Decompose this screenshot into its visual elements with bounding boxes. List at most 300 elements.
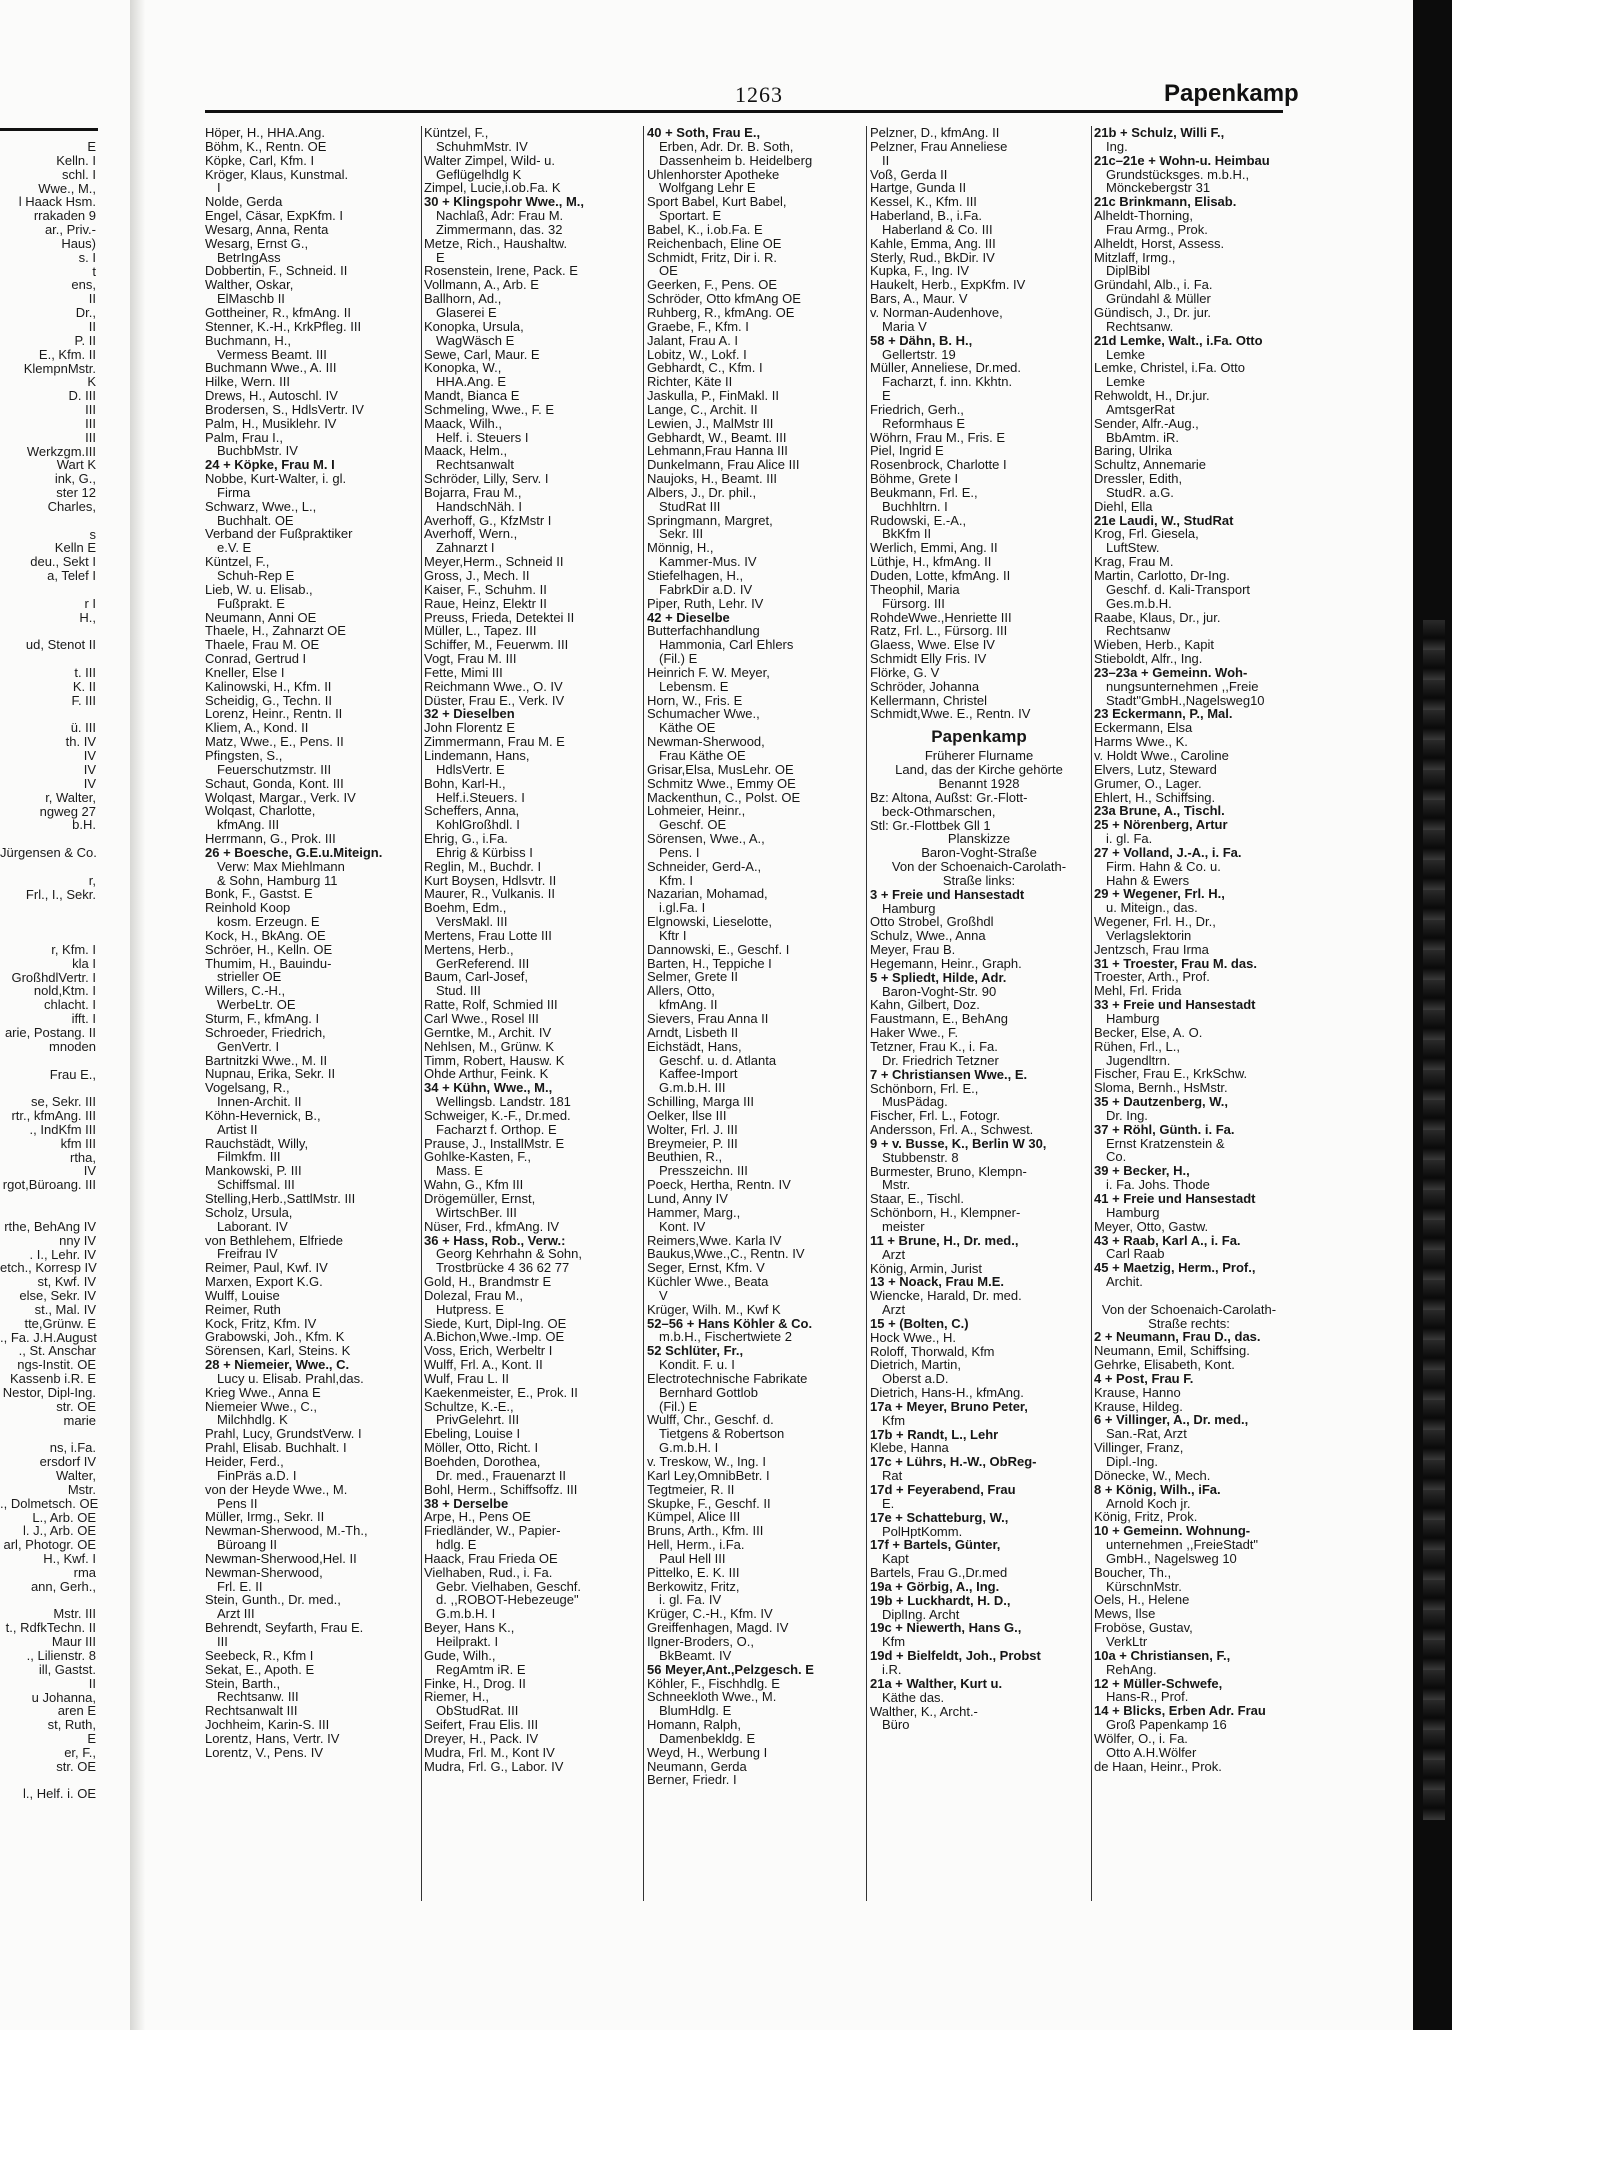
left-page-fragment: IV <box>83 748 96 764</box>
book-gutter <box>130 0 152 2030</box>
resident-entry: Kahle, Emma, Ang. III <box>870 235 996 251</box>
left-page-fragment: arie, Postang. II <box>4 1025 96 1040</box>
house-number-entry: 19d + Bielfeldt, Joh., Probst <box>870 1648 1041 1664</box>
entry-continuation: Presszeichn. III <box>659 1163 748 1179</box>
resident-entry: Oels, H., Helene <box>1094 1592 1190 1608</box>
resident-entry: Stein, Barth., <box>205 1675 281 1691</box>
resident-entry: Nobbe, Kurt-Walter, i. gl. <box>205 471 347 487</box>
resident-entry: Rauchstädt, Willy, <box>205 1135 309 1151</box>
left-page-fragment: st, Kwf. IV <box>37 1274 96 1290</box>
left-page-fragment: rtha, <box>69 1149 96 1165</box>
resident-entry: Reinhold Koop <box>205 900 291 916</box>
entry-continuation: BkKfm II <box>882 526 932 542</box>
left-page-fragment: III <box>85 429 96 445</box>
street-info-line: Früherer Flurname <box>924 748 1034 764</box>
entry-continuation: Sportart. E <box>659 208 722 224</box>
house-number-entry: 8 + König, Wilh., iFa. <box>1094 1481 1221 1497</box>
entry-continuation: Lucy u. Elisab. Prahl,das. <box>217 1370 364 1386</box>
entry-continuation: AmtsgerRat <box>1106 401 1175 417</box>
house-number-entry: 3 + Freie und Hansestadt <box>870 886 1025 902</box>
resident-entry: Timm, Robert, Hausw. K <box>424 1052 565 1068</box>
resident-entry: Averhoff, Wern., <box>424 526 518 542</box>
house-number-entry: 40 + Soth, Frau E., <box>647 126 761 140</box>
resident-entry: Jochheim, Karin-S. III <box>205 1717 330 1733</box>
entry-continuation: Gebr. Vielhaben, Geschf. <box>436 1578 582 1594</box>
entry-continuation: Reformhaus E <box>882 415 966 431</box>
resident-entry: Maack, Wilh., <box>424 415 503 431</box>
resident-entry: Jalant, Frau A. I <box>647 332 739 348</box>
entry-continuation: VerkLtr <box>1106 1633 1148 1649</box>
entry-continuation: BetrIngAss <box>217 249 281 265</box>
entry-continuation: Büro <box>882 1717 910 1733</box>
resident-entry: Schröder, Otto kfmAng OE <box>647 291 801 307</box>
resident-entry: Bojarra, Frau M., <box>424 484 522 500</box>
resident-entry: Neumann, Anni OE <box>205 609 317 625</box>
entry-continuation: PolHptKomm. <box>882 1523 963 1539</box>
resident-entry: Krause, Hanno <box>1094 1384 1181 1400</box>
resident-entry: Sterly, Rud., BkDir. IV <box>870 249 995 265</box>
resident-entry: Wiencke, Harald, Dr. med. <box>870 1288 1022 1304</box>
resident-entry: Sturm, F., kfmAng. I <box>205 1011 320 1026</box>
left-page-fragment: Charles, <box>47 498 96 514</box>
resident-entry: Ratz, Frl. L., Fürsorg. III <box>870 623 1008 639</box>
street-heading: Papenkamp <box>1164 80 1299 107</box>
left-page-fragment: deu., Sekt I <box>30 554 96 570</box>
resident-entry: Maack, Helm., <box>424 443 508 459</box>
house-number-entry: 23–23a + Gemeinn. Woh- <box>1094 664 1248 680</box>
left-page-fragment: rma <box>73 1564 96 1580</box>
entry-continuation: MusPädag. <box>882 1094 948 1110</box>
resident-entry: Gottheiner, R., kfmAng. II <box>205 304 351 320</box>
left-page-fragment <box>0 1774 100 1788</box>
house-number-entry: 21c Brinkmann, Elisab. <box>1094 194 1237 210</box>
resident-entry: Mankowski, P. III <box>205 1163 302 1179</box>
resident-entry: Gold, H., Brandmstr E <box>424 1274 552 1290</box>
left-page-fragment <box>0 1427 100 1441</box>
entry-continuation: WerbeLtr. OE <box>217 997 296 1013</box>
resident-entry: Kahn, Gilbert, Doz. <box>870 997 980 1013</box>
left-page-fragment: ., IndKfm III <box>29 1121 96 1137</box>
resident-entry: Mertens, Frau Lotte III <box>424 927 552 943</box>
resident-entry: Stl: Gr.-Flottbek Gll 1 <box>870 817 991 833</box>
house-number-entry: 17a + Meyer, Bruno Peter, <box>870 1398 1028 1414</box>
resident-entry: Faustmann, E., BehAng <box>870 1011 1009 1027</box>
entry-continuation: HHA.Ang. E <box>436 374 507 390</box>
resident-entry: Köhn-Hevernick, B., <box>205 1107 321 1123</box>
resident-entry: Drews, H., Autoschl. IV <box>205 388 338 404</box>
house-number-entry: 2 + Neumann, Frau D., das. <box>1094 1329 1261 1345</box>
left-page-fragment <box>0 1594 100 1608</box>
resident-entry: Herrmann, G., Prok. III <box>205 831 336 847</box>
house-number-entry: 21d Lemke, Walt., i.Fa. Otto <box>1094 332 1263 348</box>
left-page-fragment: l. J., Arb. OE <box>23 1523 96 1539</box>
house-number-entry: 56 Meyer,Ant.,Pelzgesch. E <box>647 1661 814 1677</box>
resident-entry: Newman-Sherwood, <box>647 734 765 750</box>
resident-entry: Gude, Wilh., <box>424 1647 496 1663</box>
resident-entry: Dönecke, W., Mech. <box>1094 1467 1211 1483</box>
entry-continuation: Kftr I <box>659 927 687 943</box>
entry-continuation: Hahn & Ewers <box>1106 872 1190 888</box>
resident-entry: Schneider, Gerd-A., <box>647 858 762 874</box>
entry-continuation: Paul Hell III <box>659 1550 726 1566</box>
resident-entry: Piper, Ruth, Lehr. IV <box>647 595 764 611</box>
left-page-fragment: H., <box>79 609 96 625</box>
house-number-entry: 10a + Christiansen, F., <box>1094 1647 1231 1663</box>
resident-entry: Stelling,Herb.,SattlMstr. III <box>205 1190 356 1206</box>
left-page-fragment: II <box>88 291 96 307</box>
house-number-entry: 17f + Bartels, Günter, <box>870 1537 1001 1553</box>
entry-continuation: Dr. Ing. <box>1106 1107 1148 1123</box>
entry-continuation: Ehrig & Kürbiss I <box>436 844 533 860</box>
entry-continuation: Dassenheim b. Heidelberg <box>659 152 813 168</box>
resident-entry: Albers, J., Dr. phil., <box>647 484 757 500</box>
house-number-entry: 15 + (Bolten, C.) <box>870 1315 969 1331</box>
resident-entry: Wieben, Herb., Kapit <box>1094 637 1214 653</box>
resident-entry: Eichstädt, Hans, <box>647 1038 742 1054</box>
resident-entry: Vielhaben, Rud., i. Fa. <box>424 1564 553 1580</box>
house-number-entry: 23a Brune, A., Tischl. <box>1094 803 1225 819</box>
left-page-fragment <box>0 1192 100 1206</box>
entry-continuation: Gellertstr. 19 <box>882 346 956 362</box>
entry-continuation: Groß Papenkamp 16 <box>1106 1717 1227 1733</box>
resident-entry: Schroeder, Friedrich, <box>205 1024 326 1040</box>
resident-entry: Dietrich, Martin, <box>870 1357 962 1373</box>
resident-entry: Kock, H., BkAng. OE <box>205 927 326 943</box>
entry-continuation: Tietgens & Robertson <box>659 1426 785 1442</box>
entry-continuation: Dipl.-Ing. <box>1106 1454 1159 1469</box>
resident-entry: Schneekloth Wwe., M. <box>647 1689 777 1705</box>
entry-continuation: beck-Othmarschen, <box>882 803 996 819</box>
resident-entry: Haberland, B., i.Fa. <box>870 208 982 224</box>
resident-entry: Küntzel, F., <box>424 126 489 140</box>
resident-entry: Heider, Ferd., <box>205 1454 284 1469</box>
resident-entry: Greiffenhagen, Magd. IV <box>647 1620 789 1636</box>
left-page-fragment <box>0 901 100 915</box>
resident-entry: Kurt Boysen, Hdlsvtr. II <box>424 872 557 888</box>
entry-continuation: Rechtsanwalt <box>436 457 515 473</box>
resident-entry: Siede, Kurt, Dipl-Ing. OE <box>424 1315 567 1331</box>
left-page-fragment: ifft. I <box>71 1011 96 1027</box>
entry-continuation: Zimmermann, das. 32 <box>436 221 563 237</box>
left-page-fragment: r, Walter, <box>45 789 96 805</box>
left-page-fragment: ., St. Anschar <box>18 1343 96 1359</box>
resident-entry: Baring, Ulrika <box>1094 443 1173 459</box>
resident-entry: Mönnig, H., <box>647 540 714 556</box>
left-page-fragment: Wart K <box>56 457 96 473</box>
house-number-entry: 21c–21e + Wohn-u. Heimbau <box>1094 152 1270 168</box>
entry-continuation: Rechtsanw <box>1106 623 1171 639</box>
resident-entry: Haker Wwe., F. <box>870 1025 959 1041</box>
entry-continuation: Wellingsb. Landstr. 181 <box>436 1094 571 1110</box>
entry-continuation: Co. <box>1106 1149 1127 1165</box>
house-number-entry: 28 + Niemeier, Wwe., C. <box>205 1357 350 1373</box>
entry-continuation: Verw: Max Miehlmann <box>217 858 345 874</box>
resident-entry: Müller, L., Tapez. III <box>424 623 537 639</box>
left-page-fragment <box>0 583 100 597</box>
left-page-fragment: kla I <box>72 955 96 971</box>
left-page-fragment: rtr., kfmAng. III <box>11 1108 96 1124</box>
left-page-fragment: schl. I <box>62 166 96 182</box>
resident-entry: Glaess, Wwe. Else IV <box>870 637 995 653</box>
entry-continuation: kfmAng. III <box>217 817 280 833</box>
resident-entry: Bz: Altona, Außst: Gr.-Flott- <box>870 789 1028 805</box>
entry-continuation: (Fil.) E <box>659 651 698 667</box>
resident-entry: Kellermann, Christel <box>870 692 988 708</box>
entry-continuation: i. gl. Fa. <box>1106 831 1153 847</box>
entry-continuation: Helf.i.Steuers. I <box>436 789 525 805</box>
left-page-header-rule <box>0 128 98 131</box>
resident-entry: Wulff, Chr., Geschf. d. <box>647 1412 774 1428</box>
resident-entry: Riemer, H., <box>424 1689 490 1705</box>
street-info-line: Land, das der Kirche gehörte <box>895 762 1063 778</box>
entry-continuation: nungsunternehmen ,,Freie <box>1106 678 1259 694</box>
entry-continuation: Carl Raab <box>1106 1246 1165 1262</box>
resident-entry: Engel, Cäsar, ExpKfm. I <box>205 208 344 224</box>
resident-entry: Otto Strobel, Großhdl <box>870 914 994 930</box>
entry-continuation: BkBeamt. IV <box>659 1647 732 1663</box>
resident-entry: Villinger, Franz, <box>1094 1440 1184 1456</box>
resident-entry: Buchmann, H., <box>205 332 291 348</box>
resident-entry: Thaele, Frau M. OE <box>205 637 320 653</box>
resident-entry: Froböse, Gustav, <box>1094 1620 1193 1636</box>
resident-entry: Nolde, Gerda <box>205 194 283 210</box>
resident-entry: Boehm, Edm., <box>424 900 507 916</box>
house-number-entry: 41 + Freie und Hansestadt <box>1094 1190 1256 1206</box>
resident-entry: Berkowitz, Fritz, <box>647 1578 740 1594</box>
house-number-entry: 37 + Röhl, Günth. i. Fa. <box>1094 1121 1235 1137</box>
resident-entry: Diehl, Ella <box>1094 498 1153 514</box>
resident-entry: Becker, Else, A. O. <box>1094 1024 1203 1040</box>
resident-entry: Hammer, Marg., <box>647 1204 741 1220</box>
house-number-entry: 30 + Klingspohr Wwe., M., <box>424 194 584 210</box>
left-page-fragment: Nestor, Dipl-Ing. <box>2 1384 96 1400</box>
header-rule <box>205 110 1283 113</box>
entry-continuation: BuchbMstr. IV <box>217 443 298 459</box>
entry-continuation: Oberst a.D. <box>882 1371 949 1387</box>
resident-entry: Schmidt,Wwe. E., Rentn. IV <box>870 706 1031 722</box>
resident-entry: v. Holdt Wwe., Caroline <box>1094 747 1229 763</box>
entry-continuation: Arnold Koch jr. <box>1106 1495 1191 1511</box>
resident-entry: A.Bichon,Wwe.-Imp. OE <box>424 1329 565 1345</box>
resident-entry: Mackenthun, C., Polst. OE <box>647 789 801 805</box>
house-number-entry: 32 + Dieselben <box>424 706 515 722</box>
left-page-fragment: Wwe., M., <box>38 180 96 196</box>
entry-continuation: Käthe OE <box>659 720 716 736</box>
resident-entry: Mews, Ilse <box>1094 1606 1156 1622</box>
resident-entry: Gebhardt, C., Kfm. I <box>647 360 763 376</box>
resident-entry: Fischer, Frau E., KrkSchw. <box>1094 1066 1248 1082</box>
street-info-line: Planskizze <box>947 831 1011 847</box>
left-page-fragment: ens, <box>71 277 96 293</box>
entry-continuation: Archit. <box>1106 1274 1143 1290</box>
entry-continuation: Hammonia, Carl Ehlers <box>659 637 794 653</box>
resident-entry: Tetzner, Frau K., i. Fa. <box>870 1039 998 1054</box>
resident-entry: Bruns, Arth., Kfm. III <box>647 1523 764 1539</box>
resident-entry: Schwarz, Wwe., L., <box>205 498 317 514</box>
resident-entry: Geerken, F., Pens. OE <box>647 277 778 293</box>
resident-entry: Dunkelmann, Frau Alice III <box>647 457 800 473</box>
entry-continuation: i.gl.Fa. I <box>659 900 706 916</box>
left-page-fragment: KlempnMstr. <box>23 360 96 376</box>
resident-entry: Newman-Sherwood, <box>205 1564 323 1580</box>
entry-continuation: kosm. Erzeugn. E <box>217 914 320 930</box>
resident-entry: Schönborn, H., Klempner- <box>870 1205 1021 1221</box>
house-number-entry: 17b + Randt, L., Lehr <box>870 1426 999 1442</box>
resident-entry: Buchmann Wwe., A. III <box>205 360 337 376</box>
resident-entry: Gross, J., Mech. II <box>424 568 530 583</box>
entry-continuation: GmbH., Nagelsweg 10 <box>1106 1550 1237 1566</box>
street-info-line: Baron-Voght-Straße <box>921 845 1037 861</box>
left-page-fragment: ill, Gastst. <box>38 1661 96 1677</box>
resident-entry: Schmitz Wwe., Emmy OE <box>647 775 796 791</box>
resident-entry: Skupke, F., Geschf. II <box>647 1495 771 1511</box>
resident-entry: Babel, K., i.ob.Fa. E <box>647 221 763 237</box>
house-number-entry: 17c + Lührs, H.-W., ObReg- <box>870 1454 1037 1470</box>
entry-continuation: Fürsorg. III <box>882 595 945 611</box>
resident-entry: Palm, Frau I., <box>205 429 284 445</box>
resident-entry: Friedländer, W., Papier- <box>424 1523 561 1539</box>
entry-continuation: Kaffee-Import <box>659 1066 738 1082</box>
left-page-fragment: Mstr. <box>67 1481 96 1497</box>
resident-entry: Schultz, Annemarie <box>1094 457 1207 473</box>
resident-entry: Poeck, Hertha, Rentn. IV <box>647 1177 791 1193</box>
entry-continuation: Verlagslektorin <box>1106 927 1192 943</box>
entry-continuation: WirtschBer. III <box>436 1204 517 1220</box>
resident-entry: Eckermann, Elsa <box>1094 720 1193 736</box>
resident-entry: Schumacher Wwe., <box>647 706 760 722</box>
resident-entry: Matz, Wwe., E., Pens. II <box>205 734 344 750</box>
resident-entry: Carl Wwe., Rosel III <box>424 1011 539 1026</box>
directory-column-2 <box>424 126 640 2030</box>
resident-entry <box>1094 1289 1284 1303</box>
entry-continuation: Geschf. d. Kali-Transport <box>1106 581 1251 597</box>
entry-continuation: Baron-Voght-Str. 90 <box>882 983 997 999</box>
resident-entry: Wegener, Frl. H., Dr., <box>1094 914 1216 930</box>
resident-entry: Rudowski, E.-A., <box>870 512 967 528</box>
entry-continuation: E. <box>882 1495 895 1511</box>
house-number-entry: 19b + Luckhardt, H. D., <box>870 1592 1011 1608</box>
resident-entry: Ballhorn, Ad., <box>424 291 502 307</box>
entry-continuation: Mstr. <box>882 1177 911 1193</box>
resident-entry: Müller, Irmg., Sekr. II <box>205 1509 325 1525</box>
entry-continuation: Arzt <box>882 1302 906 1318</box>
entry-continuation: Feuerschutzmstr. III <box>217 761 332 777</box>
resident-entry: Vollmann, A., Arb. E <box>424 277 539 293</box>
resident-entry: Sloma, Bernh., HsMstr. <box>1094 1080 1228 1096</box>
resident-entry: Walther, Oskar, <box>205 277 294 293</box>
entry-continuation: Kfm <box>882 1412 906 1428</box>
resident-entry: Rechtsanwalt III <box>205 1703 298 1719</box>
street-info-line: Straße links: <box>942 872 1016 888</box>
house-number-entry: 58 + Dähn, B. H., <box>870 332 973 348</box>
left-page-fragment: ns, i.Fa. <box>49 1440 96 1456</box>
resident-entry: Arpe, H., Pens OE <box>424 1509 531 1525</box>
entry-continuation: Vermess Beamt. III <box>217 346 327 362</box>
resident-entry: König, Fritz, Prok. <box>1094 1509 1198 1525</box>
resident-entry: Dressler, Edith, <box>1094 471 1183 487</box>
resident-entry: Konopka, Ursula, <box>424 318 524 334</box>
left-page-fragment: s. I <box>78 249 96 265</box>
resident-entry: Düster, Frau E., Verk. IV <box>424 692 565 708</box>
house-number-entry: 4 + Post, Frau F. <box>1094 1370 1194 1386</box>
house-number-entry: 42 + Dieselbe <box>647 609 730 625</box>
resident-entry: Wesarg, Ernst G., <box>205 235 309 251</box>
entry-continuation: I <box>217 180 221 196</box>
resident-entry: Finke, H., Drog. II <box>424 1675 526 1691</box>
entry-continuation: HdlsVertr. E <box>436 761 505 777</box>
entry-continuation: Mönckebergstr 31 <box>1106 180 1211 196</box>
resident-entry: Höper, H., HHA.Ang. <box>205 126 325 140</box>
left-page-fragment: r I <box>84 595 96 611</box>
entry-continuation: Facharzt, f. inn. Kkhtn. <box>882 374 1013 390</box>
resident-entry: Hell, Herm., i.Fa. <box>647 1537 745 1553</box>
resident-entry: Beukmann, Frl. E., <box>870 484 978 500</box>
resident-entry: Kliem, A., Kond. II <box>205 720 309 736</box>
resident-entry: Beuthien, R., <box>647 1149 723 1165</box>
entry-continuation: Ing. <box>1106 138 1128 154</box>
house-number-entry: 17e + Schatteburg, W., <box>870 1509 1009 1525</box>
resident-entry: Lorentz, V., Pens. IV <box>205 1744 324 1760</box>
resident-entry: Rosenbrock, Charlotte I <box>870 457 1007 473</box>
entry-continuation: meister <box>882 1218 925 1234</box>
resident-entry: Newman-Sherwood, M.-Th., <box>205 1523 368 1539</box>
resident-entry: Alheldt-Thorning, <box>1094 208 1193 224</box>
left-page-fragment: ., Dolmetsch. OE <box>0 1495 99 1511</box>
resident-entry: Klebe, Hanna <box>870 1440 949 1456</box>
entry-continuation: III <box>217 1633 228 1649</box>
resident-entry: Rosenstein, Irene, Pack. E <box>424 263 578 279</box>
left-page-fragment <box>0 860 100 874</box>
house-number-entry: 14 + Blicks, Erben Adr. Frau <box>1094 1703 1266 1719</box>
resident-entry: Maurer, R., Vulkanis. II <box>424 886 556 902</box>
resident-entry: Willers, C.-H., <box>205 983 286 999</box>
resident-entry: Möller, Otto, Richt. I <box>424 1440 539 1456</box>
resident-entry: Seger, Ernst, Kfm. V <box>647 1260 765 1276</box>
left-page-fragment: II <box>88 1675 96 1691</box>
resident-entry: de Haan, Heinr., Prok. <box>1094 1758 1222 1774</box>
resident-entry: Uhlenhorster Apotheke <box>647 166 780 182</box>
resident-entry: Thumim, H., Bauindu- <box>205 955 332 971</box>
resident-entry: Karl Ley,OmnibBetr. I <box>647 1467 770 1483</box>
resident-entry: Drögemüller, Ernst, <box>424 1190 536 1206</box>
resident-entry: Bohl, Herm., Schiffsoffz. III <box>424 1481 578 1497</box>
left-page-fragment: tte,Grünw. E <box>24 1315 96 1331</box>
entry-continuation: Artist II <box>217 1121 258 1137</box>
entry-continuation: BbAmtm. iR. <box>1106 429 1179 445</box>
left-page-fragment: IV <box>83 775 96 791</box>
entry-continuation: Kont. IV <box>659 1218 706 1234</box>
left-page-fragment: ster 12 <box>56 485 96 501</box>
resident-entry: Dobbertin, F., Schneid. II <box>205 263 348 279</box>
entry-continuation: d. ,,ROBOT-Hebezeuge" <box>436 1592 579 1608</box>
resident-entry: Hock Wwe., H. <box>870 1329 956 1345</box>
left-page-fragment: etch., Korresp IV <box>0 1260 97 1276</box>
entry-continuation: HandschNäh. I <box>436 498 522 514</box>
entry-continuation: GenVertr. I <box>217 1038 280 1054</box>
entry-continuation: i.R. <box>882 1661 902 1677</box>
resident-entry: Schultze, K.-E., <box>424 1398 514 1414</box>
resident-entry: Roloff, Thorwald, Kfm <box>870 1343 995 1359</box>
resident-entry: Friedrich, Gerh., <box>870 401 964 417</box>
resident-entry: Lindemann, Hans, <box>424 747 530 763</box>
resident-entry: Baukus,Wwe.,C., Rentn. IV <box>647 1246 805 1262</box>
entry-continuation: DiplIng. Archt <box>882 1606 960 1622</box>
resident-entry: Sender, Alfr.-Aug., <box>1094 415 1199 431</box>
resident-entry: Stein, Gunth., Dr. med., <box>205 1592 341 1608</box>
left-page-fragment: IV <box>83 1163 96 1179</box>
resident-entry: von der Heyde Wwe., M. <box>205 1481 348 1497</box>
resident-entry: Ilgner-Broders, O., <box>647 1633 754 1649</box>
